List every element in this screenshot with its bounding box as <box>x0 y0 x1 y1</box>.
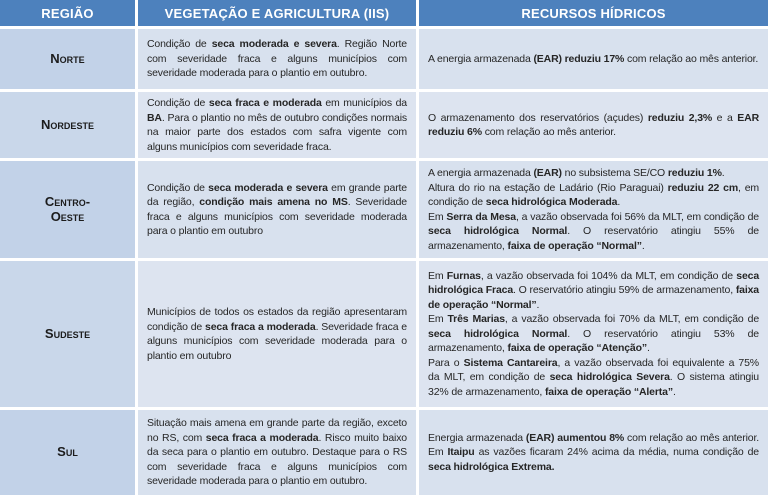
region-label: Centro- Oeste <box>44 193 91 224</box>
region-label: Norte <box>50 50 85 66</box>
header-region: REGIÃO <box>0 0 135 26</box>
paragraph: Para o Sistema Cantareira, a vazão observada foi equivalente a 75% da MLT, em condição de seca hidrológica Severa. O sistema atingiu 32% de armazenamento, faixa de operação “Alerta”. <box>428 356 759 398</box>
region-label: Nordeste <box>41 116 94 132</box>
header-vegetation-agriculture: VEGETAÇÃO E AGRICULTURA (IIS) <box>138 0 416 26</box>
water-resources-cell <box>419 161 768 258</box>
paragraph: Situação mais amena em grande parte da região, exceto no RS, com seca fraca a moderada. Risco muito baixo da seca para o plantio em outubro. Destaque para o RS com severidade fraca e alguns municípios com severidade moderada para o plantio em outubro. <box>147 417 407 488</box>
region-cell <box>0 261 135 407</box>
paragraph: Energia armazenada (EAR) aumentou 8% com relação ao mês anterior. Em Itaipu as vazões ficaram 24% acima da média, numa condição de seca hidrológica Extrema. <box>428 431 759 473</box>
water-resources-cell <box>419 29 768 89</box>
vegetation-cell <box>138 161 416 258</box>
vegetation-cell <box>138 29 416 89</box>
region-label: Sul <box>57 444 78 460</box>
paragraph: Condição de seca fraca e moderada em municípios da BA. Para o plantio no mês de outubro condições normais na maior parte dos estados com safra vigente com alguns municípios com severidade fraca. <box>147 97 408 153</box>
paragraph: Municípios de todos os estados da região apresentaram condição de seca fraca a moderada. Severidade fraca e alguns municípios com severidade moderada para o plantio em outubro <box>147 306 407 362</box>
vegetation-cell <box>138 410 416 495</box>
paragraph: Em Furnas, a vazão observada foi 104% da MLT, em condição de seca hidrológica Fraca. O reservatório atingiu 59% de armazenamento, faixa de operação “Normal”. <box>428 269 760 311</box>
region-cell <box>0 92 135 158</box>
header-water-resources: RECURSOS HÍDRICOS <box>419 0 768 26</box>
region-cell <box>0 29 135 89</box>
vegetation-cell <box>138 92 416 158</box>
region-cell <box>0 410 135 495</box>
paragraph: A energia armazenada (EAR) reduziu 17% com relação ao mês anterior. <box>428 52 759 65</box>
paragraph: Em Serra da Mesa, a vazão observada foi 56% da MLT, em condição de seca hidrológica Normal. O reservatório atingiu 55% de armazenamento, faixa de operação “Normal”. <box>428 210 759 252</box>
water-resources-cell <box>419 92 768 158</box>
paragraph: Em Três Marias, a vazão observada foi 70% da MLT, em condição de seca hidrológica Normal. O reservatório atingiu 53% de armazenamento, faixa de operação “Atenção”. <box>428 313 760 355</box>
region-label: Sudeste <box>44 325 91 341</box>
vegetation-cell <box>138 261 416 407</box>
paragraph: O armazenamento dos reservatórios (açudes) reduziu 2,3% e a EAR reduziu 6% com relação ao mês anterior. <box>428 111 760 138</box>
paragraph: Altura do rio na estação de Ladário (Rio Paraguai) reduziu 22 cm, em condição de seca hidrológica Moderada. <box>428 181 759 208</box>
region-cell <box>0 161 135 258</box>
water-resources-cell <box>419 410 768 495</box>
paragraph: A energia armazenada (EAR) no subsistema SE/CO reduziu 1%. <box>428 167 725 179</box>
paragraph: Condição de seca moderada e severa em grande parte da região, condição mais amena no MS. Severidade fraca e alguns municípios com severidade moderada para o plantio em outubro <box>147 181 407 237</box>
paragraph: Condição de seca moderada e severa. Região Norte com severidade fraca e alguns municípios com severidade moderada para o plantio em outubro. <box>147 38 407 80</box>
water-resources-cell <box>419 261 768 407</box>
